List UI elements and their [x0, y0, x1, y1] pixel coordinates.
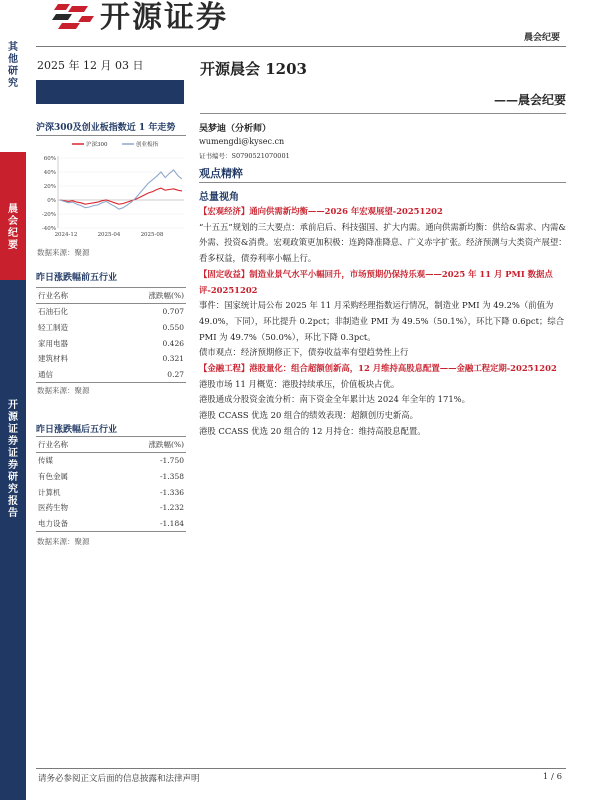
bottom5-source: 数据来源：聚源	[37, 537, 90, 546]
table-row	[36, 469, 186, 485]
top5-table	[36, 287, 186, 383]
analyst-email[interactable]: wumengdi@kysec.cn	[199, 137, 285, 146]
quant-paragraph-1: 港股市场 11 月概览：港股持续承压，价值板块占优。	[199, 378, 400, 389]
series-line-1	[60, 188, 182, 204]
industry-name: 传媒	[38, 456, 53, 466]
fixed-income-paragraph: 事件：国家统计局公布 2025 年 11 月采购经理指数运行情况，制造业 PMI 为 49.2%（前值为 49.0%，下同），环比提升 0.2pct；非制造业 PMI 为 49.5%（50.1%），环比下降 0.6pct；综合 PMI 为 49.7%（50.0%），环比下降 0.3pct。	[199, 300, 565, 342]
y-tick-label: 40%	[43, 170, 56, 176]
table-row	[36, 484, 186, 500]
quant-paragraph-4: 港股 CCASS 优选 20 组合的 12 月持仓：维持高股息配置。	[199, 425, 426, 436]
footer-rule	[36, 768, 566, 769]
industry-name: 通信	[36, 367, 105, 383]
bottom5-header-name: 行业名称	[36, 437, 105, 453]
analyst-certificate: 证书编号：S0790521070001	[199, 152, 290, 160]
side-tab-blue	[0, 280, 26, 800]
table-row	[36, 453, 186, 469]
side-tab-red-label: 晨会纪要	[8, 204, 18, 251]
industry-name: 医药生物	[38, 503, 68, 513]
table-row	[36, 320, 186, 336]
top5-title: 昨日涨跌幅前五行业	[36, 273, 118, 283]
sub-heading: 总量视角	[199, 192, 239, 203]
industry-change: 0.550	[162, 323, 184, 333]
industry-change: -1.336	[159, 487, 184, 497]
fixed-income-view: 债市观点：经济预期修正下，债券收益率有望趋势性上行	[199, 347, 409, 358]
y-tick-label: -20%	[41, 212, 56, 218]
section-rule	[199, 182, 566, 183]
fixed-income-headline[interactable]: 【固定收益】制造业景气水平小幅回升，市场预期仍保持乐观——2025 年 11 月 PMI 数据点评-20251202	[199, 268, 553, 295]
index-trend-chart	[36, 138, 186, 240]
bottom5-title: 昨日涨跌幅后五行业	[36, 425, 118, 435]
side-tab-top-label: 其他研究	[8, 42, 18, 89]
report-title: 开源晨会 1203	[200, 60, 307, 78]
table-row	[36, 500, 186, 516]
header-rule	[36, 46, 566, 47]
industry-change: 0.707	[162, 307, 184, 317]
industry-change: 0.27	[105, 367, 186, 383]
bottom5-header-value: 涨跌幅(%)	[105, 437, 186, 453]
y-tick-label: 0%	[47, 198, 56, 204]
table-row	[36, 516, 186, 532]
report-subtitle: ——晨会纪要	[493, 93, 566, 107]
x-tick-label: 2025-04	[97, 232, 121, 238]
y-tick-label: 20%	[43, 184, 56, 190]
title-rule	[200, 113, 566, 114]
industry-name: 计算机	[38, 487, 61, 497]
top5-header-value: 涨跌幅(%)	[105, 288, 186, 304]
table-row	[36, 335, 186, 351]
header-report-type: 晨会纪要	[523, 33, 560, 43]
article-body	[199, 204, 569, 440]
side-tab-top	[0, 0, 26, 152]
y-tick-label: 60%	[43, 156, 56, 162]
quant-headline[interactable]: 【金融工程】港股量化：组合超额创新高，12 月维持高股息配置——金融工程定期-20251202	[199, 363, 557, 374]
industry-name: 电力设备	[36, 516, 105, 532]
logo-wordmark: 开源证券	[100, 0, 228, 35]
date-banner	[36, 80, 184, 104]
side-tab-red	[0, 152, 26, 280]
chart-source: 数据来源：聚源	[37, 248, 90, 257]
industry-change: -1.358	[159, 472, 184, 482]
report-date: 2025 年 12 月 03 日	[37, 59, 144, 72]
x-tick-label: 2025-08	[140, 232, 164, 238]
industry-name: 家用电器	[38, 338, 68, 348]
industry-change: 0.426	[162, 338, 184, 348]
chart-section-rule	[36, 135, 186, 136]
macro-headline[interactable]: 【宏观经济】通向供需新均衡——2026 年宏观展望-20251202	[199, 206, 443, 216]
top5-header-name: 行业名称	[36, 288, 105, 304]
quant-paragraph-2: 港股通成分股资金流分析：南下资金全年累计达 2024 年全年的 171%。	[199, 394, 470, 405]
industry-name: 石油石化	[38, 307, 68, 317]
industry-change: -1.232	[159, 503, 184, 513]
table-row	[36, 367, 186, 383]
industry-change: 0.321	[162, 354, 184, 364]
top5-source: 数据来源：聚源	[37, 386, 90, 395]
legend-label: 创业板指	[136, 142, 159, 148]
kysec-logo-icon	[52, 2, 96, 32]
x-tick-label: 2024-12	[54, 232, 78, 238]
industry-change: -1.184	[105, 516, 186, 532]
page-number: 1 / 6	[542, 772, 562, 782]
analyst-name: 吴梦迪（分析师）	[199, 124, 272, 134]
legend-label: 沪深300	[86, 142, 108, 148]
table-row	[36, 351, 186, 367]
section-heading: 观点精粹	[199, 167, 243, 180]
industry-change: -1.750	[159, 456, 184, 466]
y-tick-label: -40%	[41, 226, 56, 232]
industry-name: 建筑材料	[38, 354, 68, 364]
table-row	[36, 304, 186, 320]
industry-name: 有色金属	[38, 472, 68, 482]
chart-section-title: 沪深300及创业板指数近 1 年走势	[36, 123, 176, 133]
quant-paragraph-3: 港股 CCASS 优选 20 组合的绩效表现：超额创历史新高。	[199, 410, 418, 421]
bottom5-table	[36, 436, 186, 532]
industry-name: 轻工制造	[38, 323, 68, 333]
footer-disclaimer: 请务必参阅正文后面的信息披露和法律声明	[38, 774, 200, 784]
macro-paragraph: “十五五”规划的三大要点：承前启后、科技强国、扩大内需。通向供需新均衡：供给&需求、内需&外需、投资&消费。宏观政策更加积极：连跨降准降息、广义赤字扩张。经济预测与大类资产展望：看多权益，债券利率小幅上行。	[199, 221, 567, 264]
side-tab-blue-label: 开源证券 证券研究报告	[8, 400, 18, 519]
